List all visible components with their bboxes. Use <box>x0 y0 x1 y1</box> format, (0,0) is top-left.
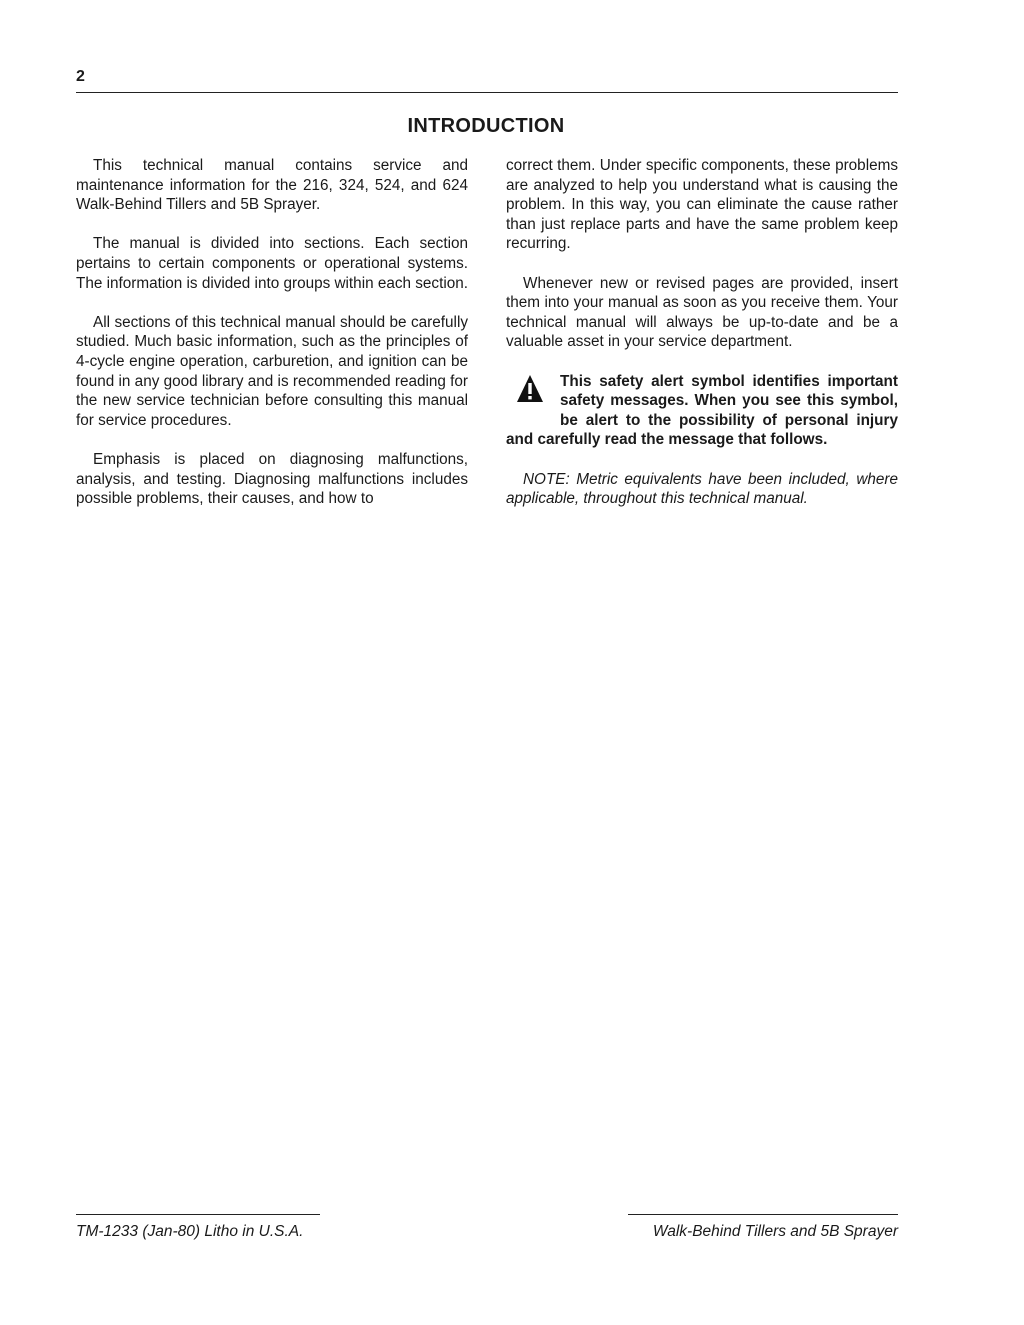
safety-alert-message <box>506 372 898 450</box>
safety-alert-text: This safety alert symbol identifies important safety messages. When you see this symbol, be alert to the possibility of personal injury and carefully read the message that follows. <box>506 372 898 449</box>
footer-rule-left <box>76 1214 320 1215</box>
page-title: INTRODUCTION <box>407 115 565 137</box>
right-column <box>506 156 898 528</box>
metric-note: NOTE: Metric equivalents have been included, where applicable, throughout this technical manual. <box>506 470 898 508</box>
intro-paragraph-5: correct them. Under specific components, these problems are analyzed to help you understand what is causing the problem. In this way, you can eliminate the cause rather than just replace parts and have the same problem keep recurring. <box>506 157 898 253</box>
intro-paragraph-2: The manual is divided into sections. Each section pertains to certain components or operational systems. The information is divided into groups within each section. <box>76 235 468 292</box>
page-number: 2 <box>76 68 85 85</box>
safety-alert-icon <box>506 374 552 414</box>
left-column <box>76 156 468 528</box>
footer-rule-right <box>628 1214 898 1215</box>
footer-document-id: TM-1233 (Jan-80) Litho in U.S.A. <box>76 1223 304 1240</box>
header-rule <box>76 92 898 93</box>
footer-manual-title: Walk-Behind Tillers and 5B Sprayer <box>652 1223 898 1240</box>
intro-paragraph-6: Whenever new or revised pages are provided, insert them into your manual as soon as you receive them. Your technical manual will always be up-to-date and be a valuable asset in your service department. <box>506 274 898 351</box>
intro-paragraph-1: This technical manual contains service and maintenance information for the 216, 324, 524, and 624 Walk-Behind Tillers and 5B Sprayer. <box>76 157 468 214</box>
intro-paragraph-3: All sections of this technical manual should be carefully studied. Much basic information, such as the principles of 4-cycle engine operation, carburetion, and ignition can be found in any good library and is recommended reading for the new service technician before consulting this manual for service procedures. <box>76 313 469 429</box>
intro-paragraph-4: Emphasis is placed on diagnosing malfunctions, analysis, and testing. Diagnosing malfunctions includes possible problems, their causes, and how to <box>76 450 468 508</box>
